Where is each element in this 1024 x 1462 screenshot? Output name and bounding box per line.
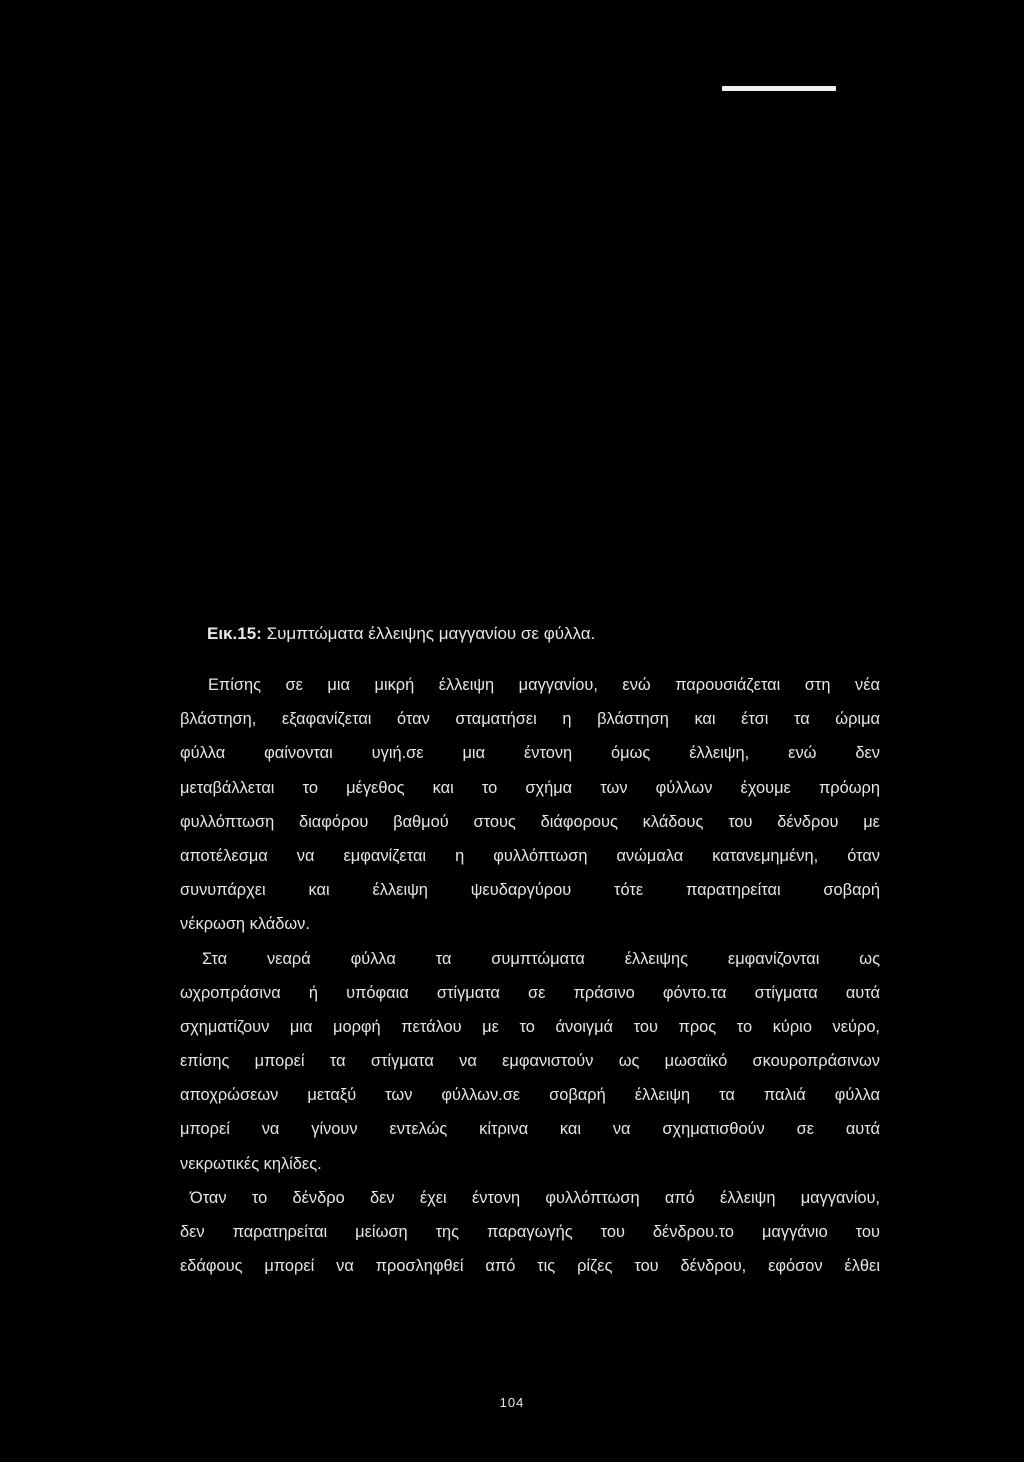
text-line: Στα νεαρά φύλλα τα συμπτώματα έλλειψης εμφανίζονται ως	[202, 949, 880, 968]
text-line: δεν παρατηρείται μείωση της παραγωγής του δένδρου.το μαγγάνιο του	[180, 1223, 880, 1241]
text-line: μπορεί να γίνουν εντελώς κίτρινα και να σχηματισθούν σε αυτά	[180, 1120, 880, 1139]
page-number: 104	[499, 1395, 525, 1410]
text-line: νεκρωτικές κηλίδες.	[180, 1154, 322, 1173]
text-line: μεταβάλλεται το μέγεθος και το σχήμα των φύλλων έχουμε πρόωρη	[180, 778, 880, 797]
text-line: Επίσης σε μια μικρή έλλειψη μαγγανίου, ενώ παρουσιάζεται στη νέα	[208, 676, 880, 694]
figure-label: Εικ.15:	[207, 624, 262, 643]
text-line: συνυπάρχει και έλλειψη ψευδαργύρου τότε παρατηρείται σοβαρή	[180, 881, 880, 900]
body-text	[180, 668, 880, 1283]
text-line: φύλλα φαίνονται υγιή.σε μια έντονη όμως έλλειψη, ενώ δεν	[180, 744, 880, 763]
text-line: εδάφους μπορεί να προσληφθεί από τις ρίζες του δένδρου, εφόσον έλθει	[180, 1257, 880, 1276]
text-line: Όταν το δένδρο δεν έχει έντονη φυλλόπτωση από έλλειψη μαγγανίου,	[190, 1188, 880, 1207]
text-line: αποχρώσεων μεταξύ των φύλλων.σε σοβαρή έλλειψη τα παλιά φύλλα	[180, 1086, 880, 1105]
text-line: αποτέλεσμα να εμφανίζεται η φυλλόπτωση ανώμαλα κατανεμημένη, όταν	[180, 846, 880, 865]
text-line: ωχροπράσινα ή υπόφαια στίγματα σε πράσινο φόντο.τα στίγματα αυτά	[180, 983, 880, 1002]
text-line: επίσης μπορεί τα στίγματα να εμφανιστούν ως μωσαϊκό σκουροπράσινων	[180, 1052, 880, 1071]
text-line: σχηματίζουν μια μορφή πετάλου με το άνοιγμά του προς το κύριο νεύρο,	[180, 1017, 880, 1036]
figure-caption-text: Συμπτώματα έλλειψης μαγγανίου σε φύλλα.	[261, 624, 596, 643]
figure-caption	[207, 622, 595, 646]
text-line: βλάστηση, εξαφανίζεται όταν σταματήσει η βλάστηση και έτσι τα ώριμα	[180, 710, 880, 729]
text-line: φυλλόπτωση διαφόρου βαθμού στους διάφορους κλάδους του δένδρου με	[180, 812, 880, 831]
text-line: νέκρωση κλάδων.	[180, 915, 310, 934]
scan-artifact-mark	[722, 86, 836, 91]
